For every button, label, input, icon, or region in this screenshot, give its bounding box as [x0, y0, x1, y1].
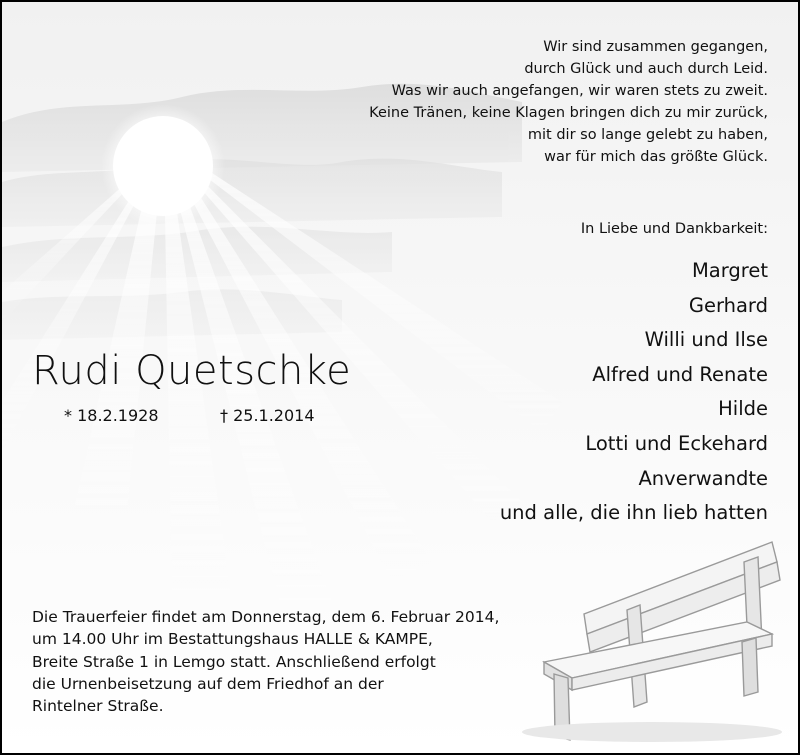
mourner-name: Gerhard [688, 293, 768, 317]
poem [248, 36, 768, 168]
poem-line: mit dir so lange gelebt zu haben, [527, 127, 768, 143]
deceased-name: Rudi Quetschke [32, 348, 352, 394]
funeral-line: die Urnenbeisetzung auf dem Friedhof an der [32, 674, 384, 693]
poem-line: war für mich das größte Glück. [544, 149, 768, 165]
funeral-line: Die Trauerfeier findet am Donnerstag, dem 6. Februar 2014, [32, 608, 500, 626]
funeral-line: um 14.00 Uhr im Bestattungshaus HALLE & KAMPE, [32, 630, 433, 649]
mourner-name: Margret [691, 259, 768, 282]
birth-date: * 18.2.1928 [64, 406, 159, 425]
mourner-name: Willi und Ilse [644, 328, 768, 352]
mourners-intro: In Liebe und Dankbarkeit: [580, 221, 768, 237]
funeral-line: Rintelner Straße. [32, 697, 164, 716]
poem-line: Wir sind zusammen gegangen, [543, 39, 768, 55]
funeral-details [32, 606, 592, 717]
life-dates [64, 406, 364, 430]
poem-line: Was wir auch angefangen, wir waren stets zu zweit. [391, 83, 768, 99]
mourner-name: und alle, die ihn lieb hatten [499, 501, 768, 525]
funeral-line: Breite Straße 1 in Lemgo statt. Anschließend erfolgt [32, 652, 436, 671]
mourner-name: Lotti und Eckehard [585, 431, 768, 455]
mourners-list [348, 254, 768, 531]
mourner-name: Hilde [718, 397, 768, 421]
poem-line: Keine Tränen, keine Klagen bringen dich zu mir zurück, [369, 105, 768, 121]
mourner-name: Anverwandte [638, 466, 768, 490]
poem-line: durch Glück und auch durch Leid. [524, 61, 768, 77]
mourner-name: Alfred und Renate [592, 362, 768, 386]
death-date: † 25.1.2014 [220, 406, 315, 425]
